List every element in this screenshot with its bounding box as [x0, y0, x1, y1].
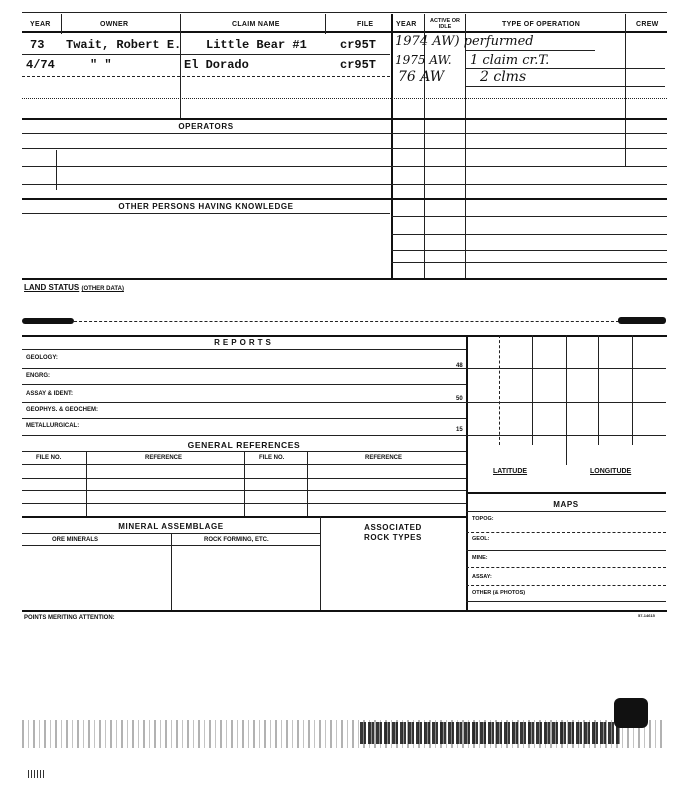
row-rule	[391, 262, 667, 263]
row-rule	[391, 250, 667, 251]
row-rule	[466, 585, 666, 586]
section-rule	[22, 118, 667, 120]
col-divider	[61, 14, 62, 34]
handwritten-line1: 1974 AW) perfurmed	[395, 34, 534, 49]
row-rule	[22, 76, 390, 77]
grid-line	[598, 335, 599, 445]
row-rule	[466, 550, 666, 551]
row2-claim-name: El Dorado	[184, 58, 249, 72]
table-top-rule	[22, 12, 667, 13]
row-rule	[466, 532, 666, 533]
land-status-heading	[24, 283, 124, 292]
row2-owner: " "	[90, 58, 112, 72]
maps-title: MAPS	[553, 500, 579, 509]
maps-topog: TOPOG:	[472, 516, 494, 522]
grid-line	[566, 335, 567, 465]
report-label-assay: ASSAY & IDENT:	[26, 391, 74, 397]
row1-owner: Twait, Robert E.	[66, 38, 182, 52]
col-divider	[391, 14, 393, 278]
col-divider	[56, 150, 57, 190]
row2-year: 4/74	[26, 58, 55, 72]
section-rule	[22, 278, 667, 280]
report-label-engrg: ENGRG:	[26, 373, 50, 379]
grid-line	[466, 435, 666, 436]
col-divider	[465, 14, 466, 278]
general-references-title: GENERAL REFERENCES	[187, 440, 301, 450]
col-divider	[325, 14, 326, 34]
handwritten-line3-year: 76 AW	[398, 69, 445, 85]
row-rule	[465, 86, 665, 87]
row-rule	[465, 50, 595, 51]
noise-speck	[28, 770, 44, 778]
mineral-assemblage-title: MINERAL ASSEMBLAGE	[118, 522, 224, 531]
col-divider	[625, 14, 626, 166]
form-number: 57-14615	[638, 613, 655, 618]
row-rule	[74, 321, 619, 322]
noise-dark-band	[360, 722, 620, 744]
ref-col-reference-2: REFERENCE	[365, 455, 403, 461]
report-label-geology: GEOLOGY:	[26, 355, 58, 361]
row-rule	[22, 418, 466, 419]
col-divider	[307, 451, 308, 516]
report-num-assay: 50	[456, 396, 463, 402]
smudge	[614, 698, 648, 728]
ref-col-file-no-2: FILE NO.	[259, 455, 285, 461]
report-label-geophys: GEOPHYS. & GEOCHEM:	[26, 407, 99, 413]
row-rule	[22, 402, 466, 403]
handwritten-line2-type: 1 claim cr.T.	[470, 53, 550, 68]
longitude-label: LONGITUDE	[590, 468, 632, 475]
row-rule	[22, 54, 390, 55]
col-header-active-or-idle: ACTIVE OR IDLE	[430, 18, 460, 30]
col-divider	[180, 14, 181, 118]
handwritten-line3-type: 2 clms	[480, 69, 527, 85]
row-rule	[22, 133, 667, 134]
maps-mine: MINE:	[472, 555, 488, 561]
row-rule	[466, 567, 666, 568]
smudge	[618, 317, 666, 324]
row-rule	[22, 184, 667, 185]
reports-title: REPORTS	[214, 338, 274, 347]
grid-line	[466, 368, 666, 369]
report-label-metallurgical: METALLURGICAL:	[26, 423, 80, 429]
grid-line	[632, 335, 633, 445]
header-rule	[22, 31, 667, 33]
col-header-file: FILE	[357, 21, 374, 28]
section-rule	[466, 492, 666, 494]
row1-file: cr95T	[340, 38, 377, 52]
row1-year: 73	[30, 38, 45, 52]
handwritten-line2-year: 1975 AW.	[395, 53, 452, 67]
col-divider	[466, 335, 468, 611]
section-rule	[22, 516, 466, 518]
ref-col-reference-1: REFERENCE	[145, 455, 183, 461]
report-num-geology: 48	[456, 363, 463, 369]
col-header-year: YEAR	[30, 21, 51, 28]
col-divider	[244, 451, 245, 516]
row2-file: cr95T	[340, 58, 377, 72]
rock-forming-label: ROCK FORMING, ETC.	[204, 537, 269, 543]
smudge	[22, 318, 74, 324]
row-rule	[22, 166, 667, 167]
row-rule	[22, 148, 667, 149]
row1-claim-name: Little Bear #1	[206, 38, 307, 52]
section-rule	[22, 198, 667, 200]
latitude-label: LATITUDE	[493, 468, 528, 475]
col-header-year-2: YEAR	[396, 21, 417, 28]
section-rule	[22, 335, 667, 337]
maps-geol: GEOL:	[472, 536, 490, 542]
row-rule	[22, 368, 466, 369]
grid-line	[466, 402, 666, 403]
maps-assay: ASSAY:	[472, 574, 492, 580]
ore-minerals-label: ORE MINERALS	[52, 537, 99, 543]
row-rule	[391, 234, 667, 235]
report-num-metallurgical: 15	[456, 427, 463, 433]
row-rule	[22, 349, 466, 350]
operators-title: OPERATORS	[178, 122, 234, 131]
row-rule	[22, 384, 466, 385]
maps-other: OTHER (& PHOTOS)	[472, 590, 526, 596]
grid-line	[499, 335, 500, 445]
land-status-title: LAND STATUS	[24, 283, 80, 292]
land-status-subtitle: (OTHER DATA)	[81, 286, 124, 292]
row-rule	[465, 68, 665, 69]
row-rule	[22, 435, 466, 436]
col-header-type-of-operation: TYPE OF OPERATION	[502, 21, 581, 28]
associated-rock-heading	[320, 523, 466, 543]
col-header-owner: OWNER	[100, 21, 129, 28]
col-divider	[86, 451, 87, 516]
col-header-claim-name: CLAIM NAME	[232, 21, 280, 28]
row-rule	[22, 98, 667, 99]
col-divider	[171, 533, 172, 611]
points-meriting-attention-label: POINTS MERITING ATTENTION:	[24, 615, 115, 621]
row-rule	[391, 216, 667, 217]
associated-rock-line2: ROCK TYPES	[363, 533, 422, 542]
grid-line	[532, 335, 533, 445]
col-header-crew: CREW	[636, 21, 659, 28]
row-rule	[466, 511, 666, 512]
other-persons-title: OTHER PERSONS HAVING KNOWLEDGE	[118, 202, 294, 211]
ref-col-file-no-1: FILE NO.	[36, 455, 62, 461]
row-rule	[22, 213, 390, 214]
row-rule	[466, 601, 666, 602]
associated-rock-line1: ASSOCIATED	[364, 523, 422, 532]
section-rule	[22, 610, 667, 612]
